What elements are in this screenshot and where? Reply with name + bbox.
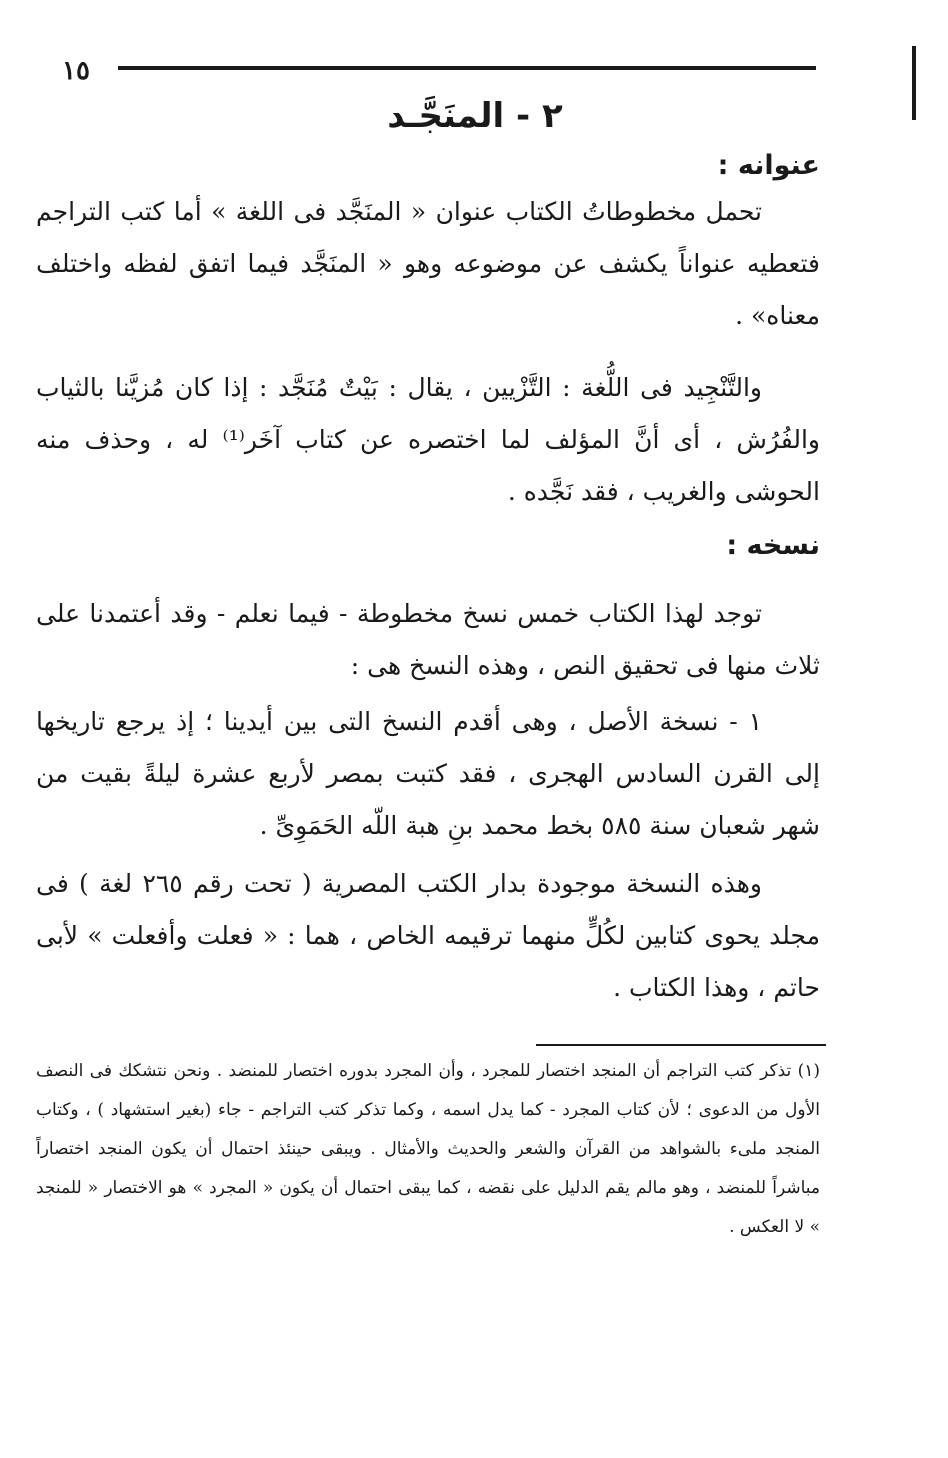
footnote-rule: [536, 1044, 826, 1046]
paragraph-copies-1: توجد لهذا الكتاب خمس نسخ مخطوطة - فيما نعلم - وقد أعتمدنا على ثلاث منها فى تحقيق النص ، وهذه النسخ هى :: [36, 599, 820, 680]
paragraph-title-1: تحمل مخطوطاتُ الكتاب عنوان « المنَجَّد فى اللغة » أما كتب التراجم فتعطيه عنواناً يكشف عن موضوعه وهو « المنَجَّد فيما اتفق لفظه واختلف معناه» .: [36, 197, 820, 330]
section-heading-copies: نسخه :: [726, 530, 820, 561]
chapter-title: ٢ - المنَجَّـد: [387, 96, 563, 136]
page-number: ١٥: [62, 56, 90, 86]
header-mark: [912, 46, 916, 120]
section-heading-title: عنوانه :: [717, 150, 820, 181]
paragraph-title-2: والتَّنْجِيد فى اللُّغة : التَّزْيين ، يقال : بَيْتٌ مُنَجَّد : إذا كان مُزيَّنا بالثياب والفُرُش ، أى أنَّ المؤلف لما اختصره عن كتاب آخَر⁽¹⁾ له ، وحذف منه الحوشى والغريب ، فقد نَجَّده .: [36, 373, 820, 506]
header-rule: [118, 66, 816, 70]
paragraph-copies-3: وهذه النسخة موجودة بدار الكتب المصرية ( تحت رقم ٢٦٥ لغة ) فى مجلد يحوى كتابين لكُلٍّ منهما ترقيمه الخاص ، هما : « فعلت وأفعلت » لأبى حاتم ، وهذا الكتاب .: [36, 869, 820, 1002]
footnote: (١) تذكر كتب التراجم أن المنجد اختصار للمجرد ، وأن المجرد بدوره اختصار للمنضد . ونحن نتشكك فى النصف الأول من الدعوى ؛ لأن كتاب المجرد - كما يدل اسمه ، وكما تذكر كتب التراجم - جاء (بغير استشهاد ) ، وكتاب المنجد ملىء بالشواهد من القرآن والشعر والحديث والأمثال . ويبقى حينئذ احتمال أن يكون المنجد اختصاراً مباشراً للمنضد ، وهو مالم يقم الدليل على نقضه ، كما يبقى احتمال أن يكون « المجرد » هو الاختصار « للمنجد » لا العكس .: [36, 1061, 820, 1237]
paragraph-copies-2: ١ - نسخة الأصل ، وهى أقدم النسخ التى بين أيدينا ؛ إذ يرجع تاريخها إلى القرن السادس الهجرى ، فقد كتبت بمصر لأربع عشرة ليلةً بقيت من شهر شعبان سنة ٥٨٥ بخط محمد بنِ هبة اللّه الحَمَوِىِّ .: [36, 707, 820, 840]
